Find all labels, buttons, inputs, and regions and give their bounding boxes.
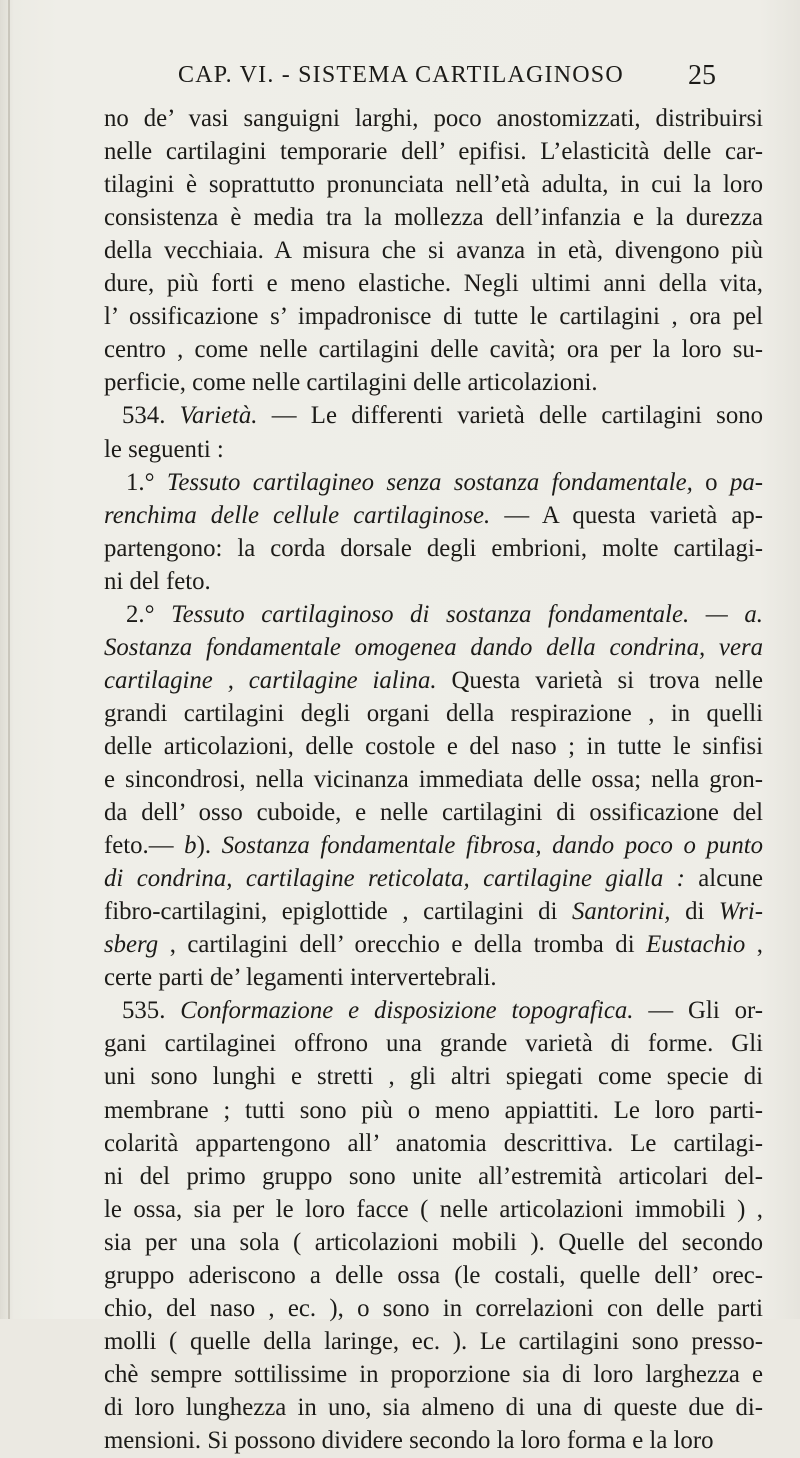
text-run: delle articolazioni, delle costole e del naso ; in tutte le sinfisi <box>104 732 763 760</box>
text-run: consistenza è media tra la mollezza dell’infanzia e la durezza <box>104 204 763 232</box>
text-run: ni del primo gruppo sono unite all’estremità articolari del- <box>104 1162 763 1190</box>
text-line <box>104 102 763 136</box>
text-line <box>126 598 763 632</box>
text-line <box>104 631 763 665</box>
text-line <box>104 267 763 301</box>
text-line <box>104 433 763 467</box>
running-head: CAP. VI. - SISTEMA CARTILAGINOSO <box>178 62 624 88</box>
text-line <box>104 1358 763 1392</box>
text-run: l’ ossificazione s’ impadronisce di tutte le cartilagini , ora pel <box>104 303 763 331</box>
text-line <box>104 796 763 830</box>
text-run: — A questa varietà ap- <box>490 501 763 529</box>
text-line <box>104 862 763 896</box>
text-run: nelle cartilagini temporarie dell’ epifisi. L’elasticità delle car- <box>104 138 763 166</box>
italic-text-run: sberg <box>104 931 159 959</box>
text-line <box>104 201 763 235</box>
text-line <box>104 532 763 566</box>
text-line <box>104 1027 763 1061</box>
text-line <box>104 1094 763 1128</box>
text-line <box>104 1127 763 1161</box>
text-line <box>104 1325 763 1359</box>
italic-text-run: b <box>184 832 197 860</box>
text-line <box>104 300 763 334</box>
page-number: 25 <box>688 60 716 91</box>
italic-text-run: di condrina, cartilagine reticolata, cartilagine gialla : <box>104 865 685 893</box>
italic-text-run: Wri- <box>718 898 763 926</box>
italic-text-run: Varietà. <box>179 402 258 430</box>
italic-text-run: Tessuto cartilaginoso di sostanza fondamentale. — a. <box>171 600 763 628</box>
text-line <box>104 1226 763 1260</box>
text-line <box>104 1193 763 1227</box>
text-line <box>104 333 763 367</box>
text-line <box>104 499 763 533</box>
text-run: mensioni. Si possono dividere secondo la loro forma e la loro <box>104 1427 714 1454</box>
text-run: fibro-cartilagini, epiglottide , cartilagini di <box>104 898 572 926</box>
text-line <box>104 895 763 929</box>
italic-text-run: Eustachio <box>646 931 746 959</box>
text-run: 534. <box>122 402 180 430</box>
italic-text-run: Conformazione e disposizione topografica. <box>180 997 634 1025</box>
text-line <box>104 234 763 268</box>
text-run: Questa varietà si trova nelle <box>436 666 763 694</box>
text-run: gruppo aderiscono a delle ossa (le costali, quelle dell’ orec- <box>104 1261 763 1289</box>
text-line <box>104 664 763 698</box>
text-line <box>104 135 763 169</box>
text-line <box>126 466 763 500</box>
text-line <box>122 399 763 433</box>
text-run: gani cartilaginei offrono una grande varietà di forme. Gli <box>104 1030 763 1058</box>
text-line <box>104 763 763 797</box>
text-run: le seguenti : <box>104 435 224 463</box>
text-line <box>104 928 763 962</box>
text-run: feto.— <box>104 832 185 860</box>
text-run: molli ( quelle della laringe, ec. ). Le cartilagini sono presso- <box>104 1327 763 1355</box>
text-run: della vecchiaia. A misura che si avanza in età, divengono più <box>104 237 763 265</box>
text-line <box>104 1391 763 1425</box>
text-line <box>104 829 763 863</box>
text-run: certe parti de’ legamenti intervertebrali. <box>104 964 497 992</box>
text-run: colarità appartengono all’ anatomia descrittiva. Le cartilagi- <box>104 1129 763 1157</box>
text-run: membrane ; tutti sono più o meno appiattiti. Le loro parti- <box>104 1096 763 1124</box>
text-run: dure, più forti e meno elastiche. Negli ultimi anni della vita, <box>104 270 763 298</box>
italic-text-run: renchima delle cellule cartilaginose. <box>104 501 491 529</box>
text-run: da dell’ osso cuboide, e nelle cartilagini di ossificazione del <box>104 799 763 827</box>
text-run: di <box>670 898 719 926</box>
text-run: grandi cartilagini degli organi della respirazione , in quelli <box>104 699 763 727</box>
italic-text-run: cartilagine , cartilagine ialina. <box>104 666 437 694</box>
page-gutter-edge <box>8 0 10 1319</box>
text-run: ni del feto. <box>104 567 211 595</box>
text-run: , <box>745 931 763 959</box>
text-line <box>104 961 763 995</box>
text-run: e sincondrosi, nella vicinanza immediata delle ossa; nella gron- <box>104 766 763 793</box>
text-run: no de’ vasi sanguigni larghi, poco anostomizzati, distribuirsi <box>104 105 763 132</box>
text-run: le ossa, sia per le loro facce ( nelle articolazioni immobili ) , <box>104 1195 763 1223</box>
italic-text-run: Sostanza fondamentale fibrosa, dando poco o punto <box>221 832 763 860</box>
text-run: chio, del naso , ec. ), o sono in correlazioni con delle parti <box>104 1294 763 1322</box>
text-line <box>104 730 763 764</box>
text-run: 535. <box>122 997 181 1025</box>
text-run: uni sono lunghi e stretti , gli altri spiegati come specie di <box>104 1063 763 1091</box>
text-run: di loro lunghezza in uno, sia almeno di una di queste due di- <box>104 1393 763 1421</box>
text-line <box>104 697 763 731</box>
text-run: perficie, come nelle cartilagini delle articolazioni. <box>104 369 598 397</box>
text-line <box>122 994 763 1028</box>
text-line <box>104 1060 763 1094</box>
italic-text-run: Tessuto cartilagineo senza sostanza fondamentale, <box>166 468 693 496</box>
text-line <box>104 1424 763 1458</box>
text-line <box>104 168 763 202</box>
text-run: partengono: la corda dorsale degli embrioni, molte cartilagi- <box>104 534 763 562</box>
text-run: sia per una sola ( articolazioni mobili ). Quelle del secondo <box>104 1228 763 1256</box>
text-run: , cartilagini dell’ orecchio e della tromba di <box>158 931 647 959</box>
text-line <box>104 1160 763 1194</box>
italic-text-run: pa- <box>729 468 763 496</box>
text-run: alcune <box>684 865 763 893</box>
text-line <box>104 565 763 599</box>
italic-text-run: Sostanza fondamentale omogenea dando della condrina, vera <box>104 633 763 661</box>
text-line <box>104 366 763 400</box>
text-run: 1.° <box>126 468 167 496</box>
text-run: chè sempre sottilissime in proporzione sia di loro larghezza e <box>104 1360 763 1388</box>
text-line <box>104 1292 763 1326</box>
italic-text-run: Santorini, <box>572 898 671 926</box>
text-run: tilagini è soprattutto pronunciata nell’età adulta, in cui la loro <box>104 171 763 199</box>
text-run: — Le differenti varietà delle cartilagini sono <box>257 402 763 430</box>
text-run: o <box>692 468 730 496</box>
text-line <box>104 1259 763 1293</box>
text-run: 2.° <box>126 600 172 628</box>
text-run: — Gli or- <box>633 997 763 1025</box>
text-run: centro , come nelle cartilagini delle cavità; ora per la loro su- <box>104 336 763 364</box>
page-header <box>0 52 800 92</box>
text-run: ). <box>196 832 222 860</box>
